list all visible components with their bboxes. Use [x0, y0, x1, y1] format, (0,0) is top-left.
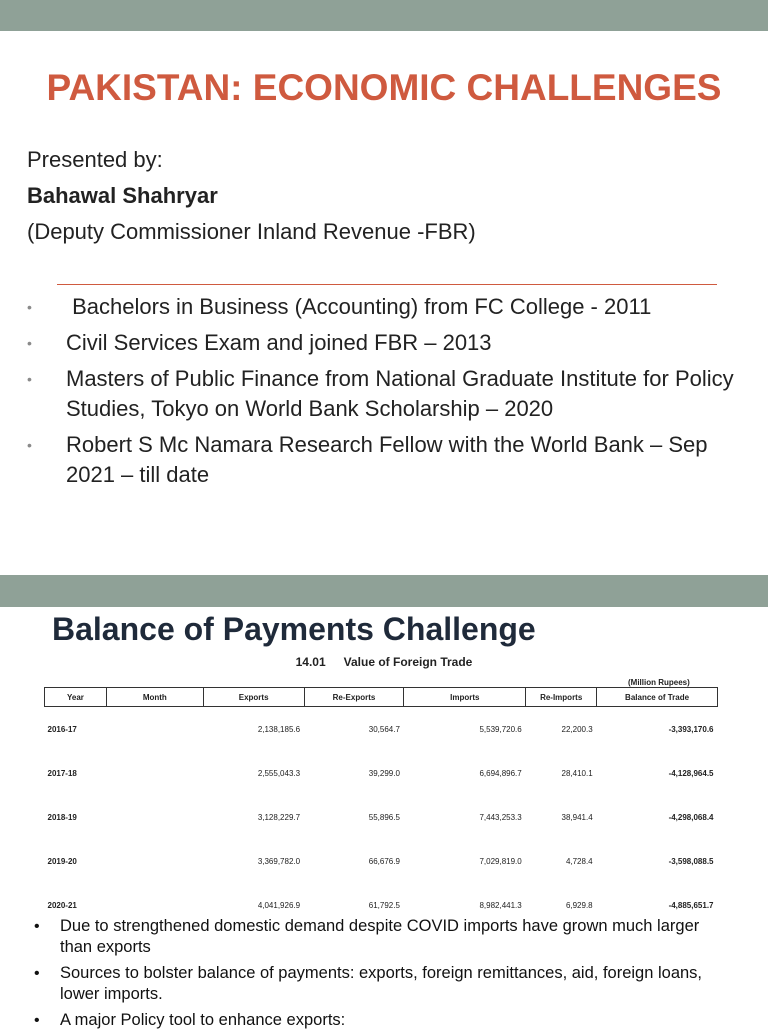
imports-cell: 6,694,896.7: [479, 768, 522, 778]
re-imports-cell: 38,941.4: [561, 812, 593, 822]
table-row: [45, 839, 718, 883]
list-item: • Masters of Public Finance from National Graduate Institute for Policy Studies, Tokyo on World Bank Scholarship – 2020: [27, 366, 734, 421]
column-header: Balance of Trade: [597, 688, 718, 707]
list-item: • Civil Services Exam and joined FBR – 2013: [0, 328, 768, 358]
list-item: • Due to strengthened domestic demand despite COVID imports have grown much larger than exports: [34, 917, 700, 956]
column-header: Year: [45, 688, 107, 707]
slide-top-band: [0, 0, 768, 31]
bullet-icon: •: [34, 965, 40, 982]
bop-notes-list: [0, 916, 768, 1036]
month-cell: [106, 795, 203, 839]
list-item: • A major Policy tool to enhance exports:: [34, 1011, 346, 1029]
year-cell: 2020-21: [47, 900, 77, 910]
slide-1: [0, 31, 768, 575]
table-row: [45, 707, 718, 752]
imports-cell: 8,982,441.3: [479, 900, 522, 910]
re-exports-cell: 66,676.9: [368, 856, 400, 866]
foreign-trade-table: [44, 687, 718, 927]
exports-cell: 2,555,043.3: [257, 768, 301, 778]
table-row: [45, 795, 718, 839]
bullet-icon: •: [27, 371, 32, 387]
month-cell: [106, 839, 203, 883]
list-item: • Bachelors in Business (Accounting) from FC College - 2011: [0, 292, 768, 322]
credentials-list: [0, 292, 768, 496]
list-item: • Robert S Mc Namara Research Fellow with the World Bank – Sep 2021 – till date: [27, 432, 708, 487]
balance-cell: -4,885,651.7: [668, 900, 714, 910]
slide-1-title: PAKISTAN: ECONOMIC CHALLENGES: [46, 67, 722, 108]
imports-cell: 7,443,253.3: [479, 812, 522, 822]
list-item: • Sources to bolster balance of payments: exports, foreign remittances, aid, foreign loans, lower imports.: [34, 964, 703, 1003]
re-imports-cell: 22,200.3: [561, 724, 593, 734]
re-exports-cell: 30,564.7: [368, 724, 400, 734]
year-cell: 2017-18: [47, 768, 77, 778]
table-header-row: [45, 688, 718, 707]
column-header: Month: [106, 688, 203, 707]
imports-cell: 7,029,819.0: [479, 856, 522, 866]
slide-2-title: Balance of Payments Challenge: [52, 611, 536, 647]
year-cell: 2016-17: [47, 724, 77, 734]
presenter-name: Bahawal Shahryar: [27, 183, 218, 208]
column-header: Re-Exports: [304, 688, 404, 707]
table-number: 14.01: [295, 655, 326, 669]
bullet-icon: •: [27, 335, 32, 351]
exports-cell: 3,369,782.0: [257, 856, 301, 866]
re-imports-cell: 6,929.8: [565, 900, 593, 910]
table-caption: Value of Foreign Trade: [343, 655, 473, 669]
bullet-icon: •: [27, 437, 32, 453]
year-cell: 2018-19: [47, 812, 77, 822]
re-exports-cell: 55,896.5: [368, 812, 400, 822]
balance-cell: -3,598,088.5: [668, 856, 714, 866]
column-header: Imports: [404, 688, 526, 707]
bullet-icon: •: [34, 918, 40, 935]
month-cell: [106, 707, 203, 752]
slide-separator-band: [0, 575, 768, 607]
imports-cell: 5,539,720.6: [479, 724, 522, 734]
table-units: (Million Rupees): [628, 678, 690, 687]
presenter-designation: (Deputy Commissioner Inland Revenue -FBR): [27, 219, 476, 244]
re-imports-cell: 4,728.4: [565, 856, 593, 866]
year-cell: 2019-20: [47, 856, 77, 866]
table-title: [0, 655, 768, 669]
bullet-icon: •: [27, 299, 32, 315]
divider-line: [57, 284, 717, 285]
re-imports-cell: 28,410.1: [561, 768, 593, 778]
exports-cell: 2,138,185.6: [257, 724, 301, 734]
balance-cell: -4,298,068.4: [668, 812, 714, 822]
column-header: Re-Imports: [526, 688, 597, 707]
presented-by-label: Presented by:: [27, 147, 163, 172]
balance-cell: -3,393,170.6: [668, 724, 714, 734]
slide-2: [0, 607, 768, 1029]
table-row: [45, 751, 718, 795]
balance-cell: -4,128,964.5: [668, 768, 714, 778]
exports-cell: 3,128,229.7: [257, 812, 301, 822]
re-exports-cell: 61,792.5: [368, 900, 400, 910]
bullet-icon: •: [34, 1012, 40, 1029]
exports-cell: 4,041,926.9: [257, 900, 301, 910]
re-exports-cell: 39,299.0: [368, 768, 400, 778]
month-cell: [106, 751, 203, 795]
column-header: Exports: [203, 688, 304, 707]
